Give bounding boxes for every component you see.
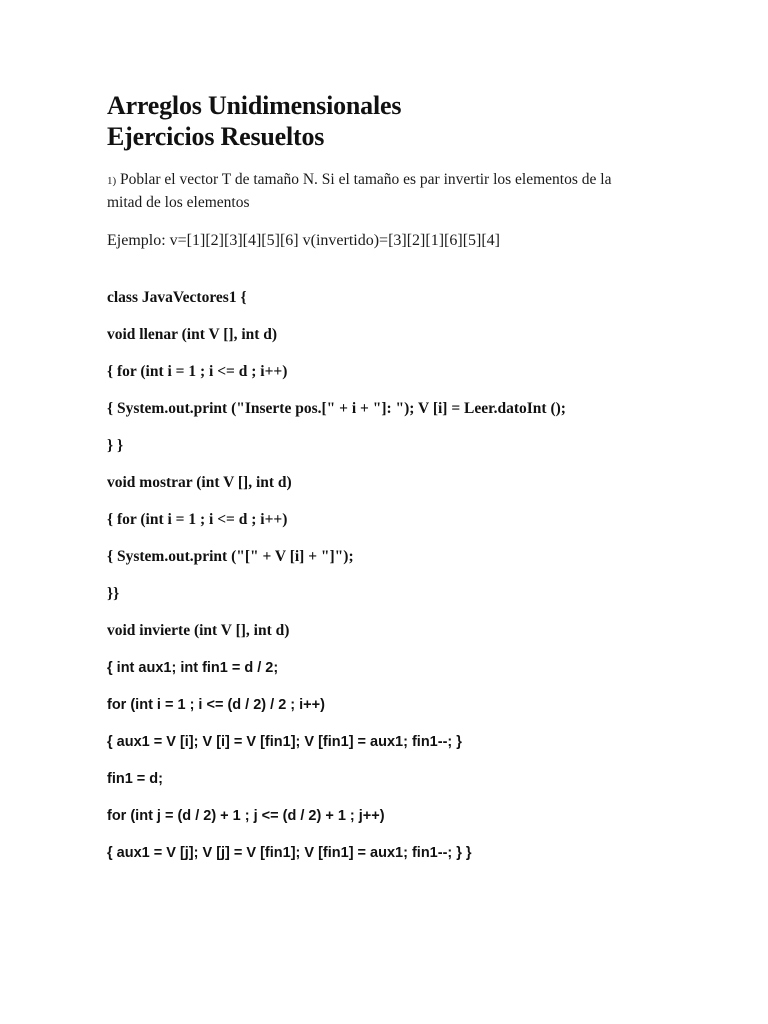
example-line: Ejemplo: v=[1][2][3][4][5][6] v(invertido)=[3][2][1][6][5][4] bbox=[107, 232, 500, 249]
title-line-2: Ejercicios Resueltos bbox=[107, 122, 325, 151]
code-line: fin1 = d; bbox=[107, 771, 163, 787]
code-line: { System.out.print ("Inserte pos.[" + i + "]: "); V [i] = Leer.datoInt (); bbox=[107, 400, 566, 417]
code-line: { for (int i = 1 ; i <= d ; i++) bbox=[107, 511, 288, 528]
code-line: { int aux1; int fin1 = d / 2; bbox=[107, 660, 279, 676]
code-line: for (int j = (d / 2) + 1 ; j <= (d / 2) + 1 ; j++) bbox=[107, 808, 385, 824]
title-line-1: Arreglos Unidimensionales bbox=[107, 91, 402, 120]
code-line: }} bbox=[107, 585, 120, 602]
exercise-number: 1) bbox=[107, 175, 117, 187]
code-line: { System.out.print ("[" + V [i] + "]"); bbox=[107, 548, 354, 565]
code-line: void llenar (int V [], int d) bbox=[107, 326, 278, 343]
code-line: void invierte (int V [], int d) bbox=[107, 622, 290, 639]
code-line: class JavaVectores1 { bbox=[107, 289, 247, 306]
code-line: void mostrar (int V [], int d) bbox=[107, 474, 292, 491]
exercise-statement bbox=[107, 169, 627, 213]
code-line: { aux1 = V [i]; V [i] = V [fin1]; V [fin1] = aux1; fin1--; } bbox=[107, 734, 462, 750]
exercise-text: Poblar el vector T de tamaño N. Si el tamaño es par invertir los elementos de la mitad de los elementos bbox=[107, 171, 612, 211]
code-line: { aux1 = V [j]; V [j] = V [fin1]; V [fin1] = aux1; fin1--; } } bbox=[107, 845, 472, 861]
code-line: } } bbox=[107, 437, 124, 454]
code-line: for (int i = 1 ; i <= (d / 2) / 2 ; i++) bbox=[107, 697, 325, 713]
code-line: { for (int i = 1 ; i <= d ; i++) bbox=[107, 363, 288, 380]
